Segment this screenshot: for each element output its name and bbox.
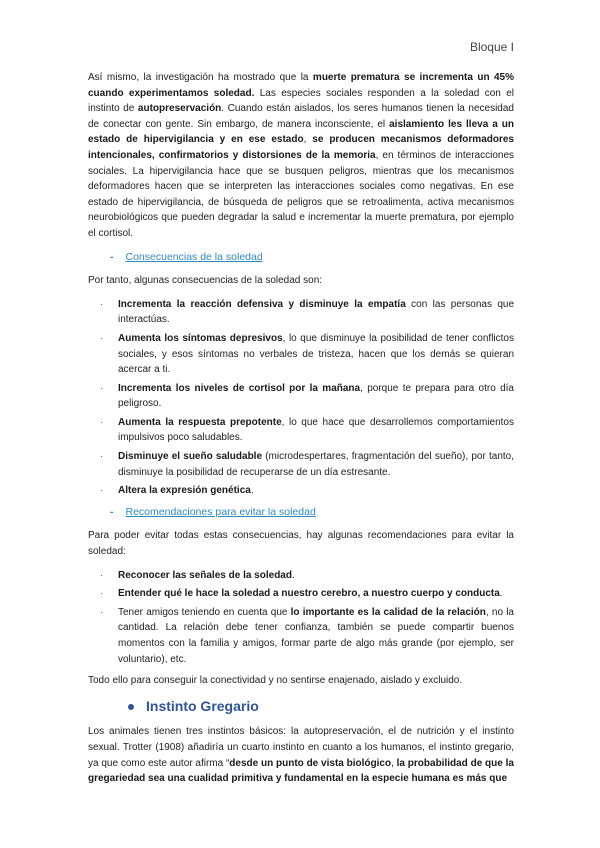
text-run: , lo que disminuye la posibilidad de tener conflictos sociales, y esos síntomas no verbales de tristeza, hacen que los demás se quieran acercar a ti.	[118, 332, 514, 376]
list-item	[88, 568, 514, 584]
bullet-dot-icon: ·	[100, 298, 103, 309]
text-run: , en términos de interacciones sociales. La hipervigilancia hace que se busquen peligros, mientras que los mecanismos deformadores hacen que se interpreten las interacciones sociales como negativas. En ese estado de hipervigilancia, de búsqueda de peligros que se retroalimenta, activa mecanismos neurobiológicos que pueden degradar la salud e incrementar la muerte prematura, por ejemplo el cortisol.	[88, 149, 515, 239]
text-run: Las especies sociales responden a la soledad con el instinto de	[88, 87, 514, 115]
section-title: Instinto Gregario	[146, 697, 259, 714]
list-intro: Por tanto, algunas consecuencias de la soledad son:	[88, 275, 323, 287]
text-run: Así mismo, la investigación ha mostrado que la	[88, 72, 313, 83]
bullet-dot-icon: ·	[100, 606, 103, 617]
subheading-recomendaciones[interactable]	[110, 505, 514, 521]
bold-text: Aumenta la respuesta prepotente	[118, 416, 282, 428]
list-item	[88, 605, 514, 667]
bold-text: Aumenta los síntomas depresivos	[118, 332, 283, 344]
consequences-list	[88, 297, 514, 499]
text-run: , no la cantidad. La relación debe tener confianza, también se puede compartir buenos momentos con la familia y amigos, formar parte de algo más grande (por ejemplo, ser voluntario), etc.	[118, 606, 514, 665]
list-item	[88, 297, 514, 328]
bold-text: lo importante es la calidad de la relación	[290, 606, 486, 618]
dash-bullet-icon: -	[110, 505, 114, 518]
text-run: Los animales tienen tres instintos básicos: la autopreservación, el de nutrición y el instinto sexual. Trotter (1908) añadiría un cuarto instinto en cuanto a los humanos, el instinto gregario, ya que como este autor afirma “	[88, 726, 514, 769]
bullet-dot-icon: ·	[100, 451, 103, 462]
bullet-dot-icon: ·	[100, 416, 103, 427]
text-run: ,	[303, 134, 313, 146]
subheading-consecuencias[interactable]	[110, 250, 514, 266]
bullet-dot-icon: ·	[100, 485, 103, 496]
text-run: . Cuando están aislados, los seres humanos tienen la necesidad de conectar con gente. Sin embargo, de manera inconsciente, el	[88, 103, 514, 130]
bold-text: la probabilidad de que la gregariedad sea una cualidad primitiva y fundamental en la especie humana es más que	[88, 757, 514, 785]
text-run: con las personas que interactúas.	[118, 298, 515, 326]
bold-text: Incrementa la reacción defensiva y disminuye la empatía	[118, 298, 406, 310]
list-item	[88, 483, 514, 499]
text-run: Tener amigos teniendo en cuenta que	[118, 606, 291, 618]
page-header: Bloque I	[469, 40, 514, 54]
bold-text: Incrementa los niveles de cortisol por la mañana	[118, 382, 361, 394]
dash-bullet-icon: -	[110, 250, 114, 263]
bold-text: Entender qué le hace la soledad a nuestro cerebro, a nuestro cuerpo y conducta	[118, 588, 500, 600]
bold-text: aislamiento les lleva a un estado de hipervigilancia y en ese estado	[88, 118, 514, 146]
bullet-dot-icon: ·	[100, 382, 103, 393]
list-item	[88, 381, 514, 412]
text-run: ,	[391, 757, 397, 769]
document-body	[88, 70, 514, 795]
bullet-dot-icon: ·	[100, 588, 103, 599]
list-item	[88, 449, 514, 480]
bold-text: Disminuye el sueño saludable	[118, 451, 263, 463]
bullet-dot-icon: ·	[100, 569, 103, 580]
text-run: .	[499, 588, 503, 600]
bold-text: Reconocer las señales de la soledad	[118, 569, 292, 581]
list-item	[88, 586, 514, 602]
list-intro: Para poder evitar todas estas consecuencias, hay algunas recomendaciones para evitar la soledad:	[88, 530, 514, 558]
bullet-dot-icon: ·	[100, 332, 103, 343]
section-heading	[128, 699, 514, 715]
paragraph-consequences-intro	[88, 70, 514, 242]
recommendations-list	[88, 568, 514, 668]
text-run: , porque te prepara para otro día peligroso.	[118, 382, 514, 410]
bold-text: desde un punto de vista biológico	[229, 757, 392, 769]
paragraph-instinto	[88, 724, 514, 786]
text-run: .	[250, 485, 254, 497]
bold-text: autopreservación	[137, 103, 222, 115]
bold-text: Altera la expresión genética	[118, 485, 251, 497]
text-run: .	[291, 569, 295, 581]
list-item	[88, 331, 514, 378]
text-run: , lo que hace que desarrollemos comportamientos impulsivos poco saludables.	[118, 416, 514, 444]
text-run: (microdespertares, fragmentación del sueño), por tanto, disminuye la posibilidad de recuperarse de un día estresante.	[118, 451, 514, 478]
subheading-link[interactable]: Consecuencias de la soledad	[125, 250, 263, 263]
bold-text: se producen mecanismos deformadores intencionales, confirmatorios y distorsiones de la memoria	[88, 134, 514, 161]
closing-paragraph: Todo ello para conseguir la conectividad y no sentirse enajenado, aislado y excluido.	[88, 675, 463, 687]
round-bullet-icon	[128, 704, 134, 710]
subheading-link[interactable]: Recomendaciones para evitar la soledad	[125, 505, 316, 518]
list-item	[88, 415, 514, 446]
bold-text: muerte prematura se incrementa un 45% cuando experimentamos soledad.	[88, 72, 514, 99]
